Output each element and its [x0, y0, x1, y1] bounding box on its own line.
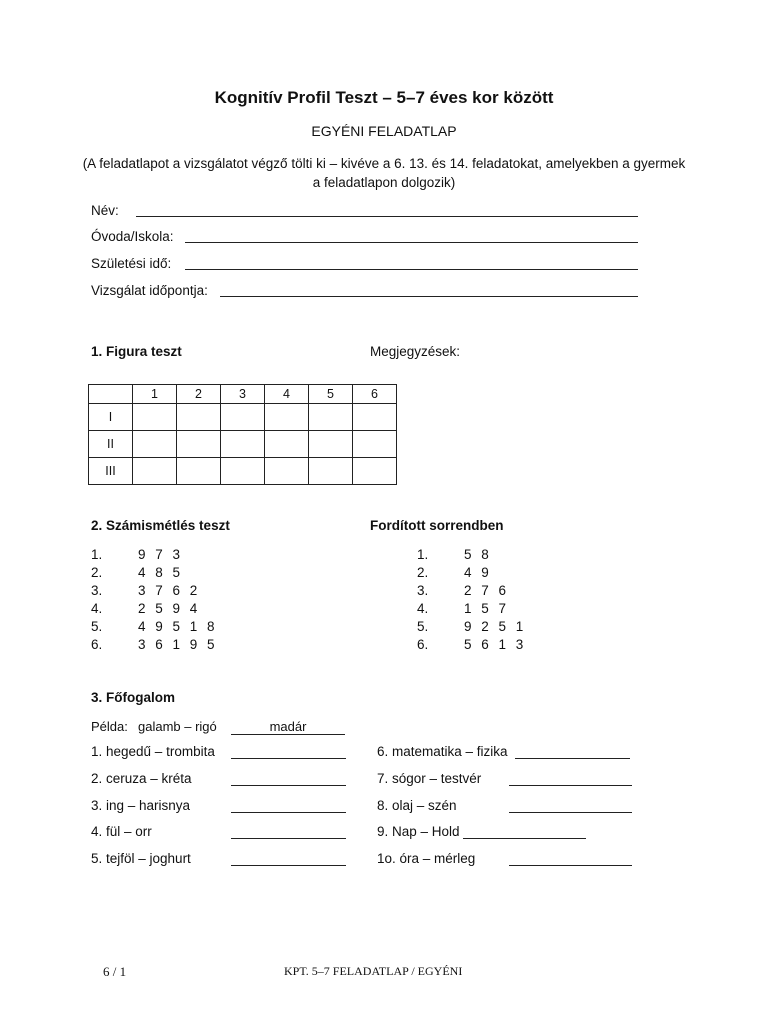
list-item: 6. 5 6 1 3	[417, 637, 524, 652]
list-item: 6. 3 6 1 9 5	[91, 637, 215, 652]
grid-col-header: 3	[221, 385, 265, 404]
list-item: 1. 5 8	[417, 547, 489, 562]
list-item: 5. 9 2 5 1	[417, 619, 524, 634]
list-item: 4. 2 5 9 4	[91, 601, 198, 616]
section-main-concept-title: 3. Főfogalom	[91, 690, 175, 705]
page-subtitle: EGYÉNI FELADATLAP	[311, 123, 457, 139]
concept-item-4: 4. fül – orr	[91, 824, 152, 839]
grid-cell[interactable]	[309, 431, 353, 458]
concept-item-5: 5. tejföl – joghurt	[91, 851, 191, 866]
footer-label: KPT. 5–7 FELADATLAP / EGYÉNI	[284, 964, 463, 978]
grid-cell[interactable]	[265, 458, 309, 485]
school-label: Óvoda/Iskola:	[91, 229, 174, 244]
grid-cell[interactable]	[353, 458, 397, 485]
grid-cell[interactable]	[177, 404, 221, 431]
figura-grid	[88, 384, 397, 485]
concept-item-3: 3. ing – harisnya	[91, 798, 191, 813]
grid-cell[interactable]	[353, 431, 397, 458]
answer-field-1[interactable]	[231, 758, 346, 759]
exam-date-field[interactable]	[220, 296, 638, 297]
example-pair: galamb – rigó	[138, 719, 217, 734]
grid-cell[interactable]	[265, 404, 309, 431]
name-field[interactable]	[136, 216, 638, 217]
grid-row-header: I	[89, 404, 133, 431]
concept-item-2: 2. ceruza – kréta	[91, 771, 192, 786]
grid-cell[interactable]	[133, 431, 177, 458]
grid-col-header: 5	[309, 385, 353, 404]
grid-cell[interactable]	[133, 458, 177, 485]
section-figura-title: 1. Figura teszt	[91, 344, 182, 359]
concept-item-1: 1. hegedű – trombita	[91, 744, 215, 759]
forward-digit-list	[91, 546, 215, 654]
answer-field-10[interactable]	[509, 865, 632, 866]
notes-label: Megjegyzések:	[370, 344, 461, 359]
page-title: Kognitív Profil Teszt – 5–7 éves kor között	[214, 88, 554, 107]
birth-field[interactable]	[185, 269, 638, 270]
concept-item-8: 8. olaj – szén	[377, 798, 457, 813]
grid-col-header: 6	[353, 385, 397, 404]
answer-field-9[interactable]	[463, 838, 586, 839]
grid-row-header: II	[89, 431, 133, 458]
instructions-note: (A feladatlapot a vizsgálatot végző tölti ki – kivéve a 6. 13. és 14. feladatokat, amelyekben a gyermek a feladatlapon dolgozik)	[82, 156, 686, 190]
concept-item-9: 9. Nap – Hold	[377, 824, 460, 839]
birth-label: Születési idő:	[91, 256, 172, 271]
exam-date-label: Vizsgálat időpontja:	[91, 283, 208, 298]
answer-field-3[interactable]	[231, 812, 346, 813]
list-item: 3. 2 7 6	[417, 583, 507, 598]
grid-col-header: 1	[133, 385, 177, 404]
grid-corner	[89, 385, 133, 404]
list-item: 2. 4 8 5	[91, 565, 181, 580]
page-number: 6 / 1	[103, 964, 127, 979]
example-label: Példa:	[91, 719, 128, 734]
reverse-digit-list	[417, 546, 523, 654]
grid-cell[interactable]	[309, 404, 353, 431]
section-digit-span-title: 2. Számismétlés teszt	[91, 518, 230, 533]
school-field[interactable]	[185, 242, 638, 243]
grid-col-header: 4	[265, 385, 309, 404]
grid-cell[interactable]	[221, 458, 265, 485]
answer-field-5[interactable]	[231, 865, 346, 866]
grid-cell[interactable]	[221, 404, 265, 431]
example-answer-text: madár	[231, 719, 345, 735]
answer-field-7[interactable]	[509, 785, 632, 786]
list-item: 4. 1 5 7	[417, 601, 507, 616]
grid-row-header: III	[89, 458, 133, 485]
grid-cell[interactable]	[177, 458, 221, 485]
grid-cell[interactable]	[133, 404, 177, 431]
list-item: 5. 4 9 5 1 8	[91, 619, 215, 634]
example-answer	[231, 719, 345, 735]
concept-item-7: 7. sógor – testvér	[377, 771, 482, 786]
concept-item-6: 6. matematika – fizika	[377, 744, 508, 759]
list-item: 2. 4 9	[417, 565, 489, 580]
grid-cell[interactable]	[265, 431, 309, 458]
grid-cell[interactable]	[221, 431, 265, 458]
answer-field-2[interactable]	[231, 785, 346, 786]
answer-field-4[interactable]	[231, 838, 346, 839]
name-label: Név:	[91, 203, 119, 218]
grid-cell[interactable]	[177, 431, 221, 458]
section-reverse-title: Fordított sorrendben	[370, 518, 504, 533]
answer-field-8[interactable]	[509, 812, 632, 813]
grid-cell[interactable]	[353, 404, 397, 431]
grid-col-header: 2	[177, 385, 221, 404]
list-item: 1. 9 7 3	[91, 547, 181, 562]
list-item: 3. 3 7 6 2	[91, 583, 198, 598]
answer-field-6[interactable]	[515, 758, 630, 759]
concept-item-10: 1o. óra – mérleg	[377, 851, 476, 866]
grid-cell[interactable]	[309, 458, 353, 485]
